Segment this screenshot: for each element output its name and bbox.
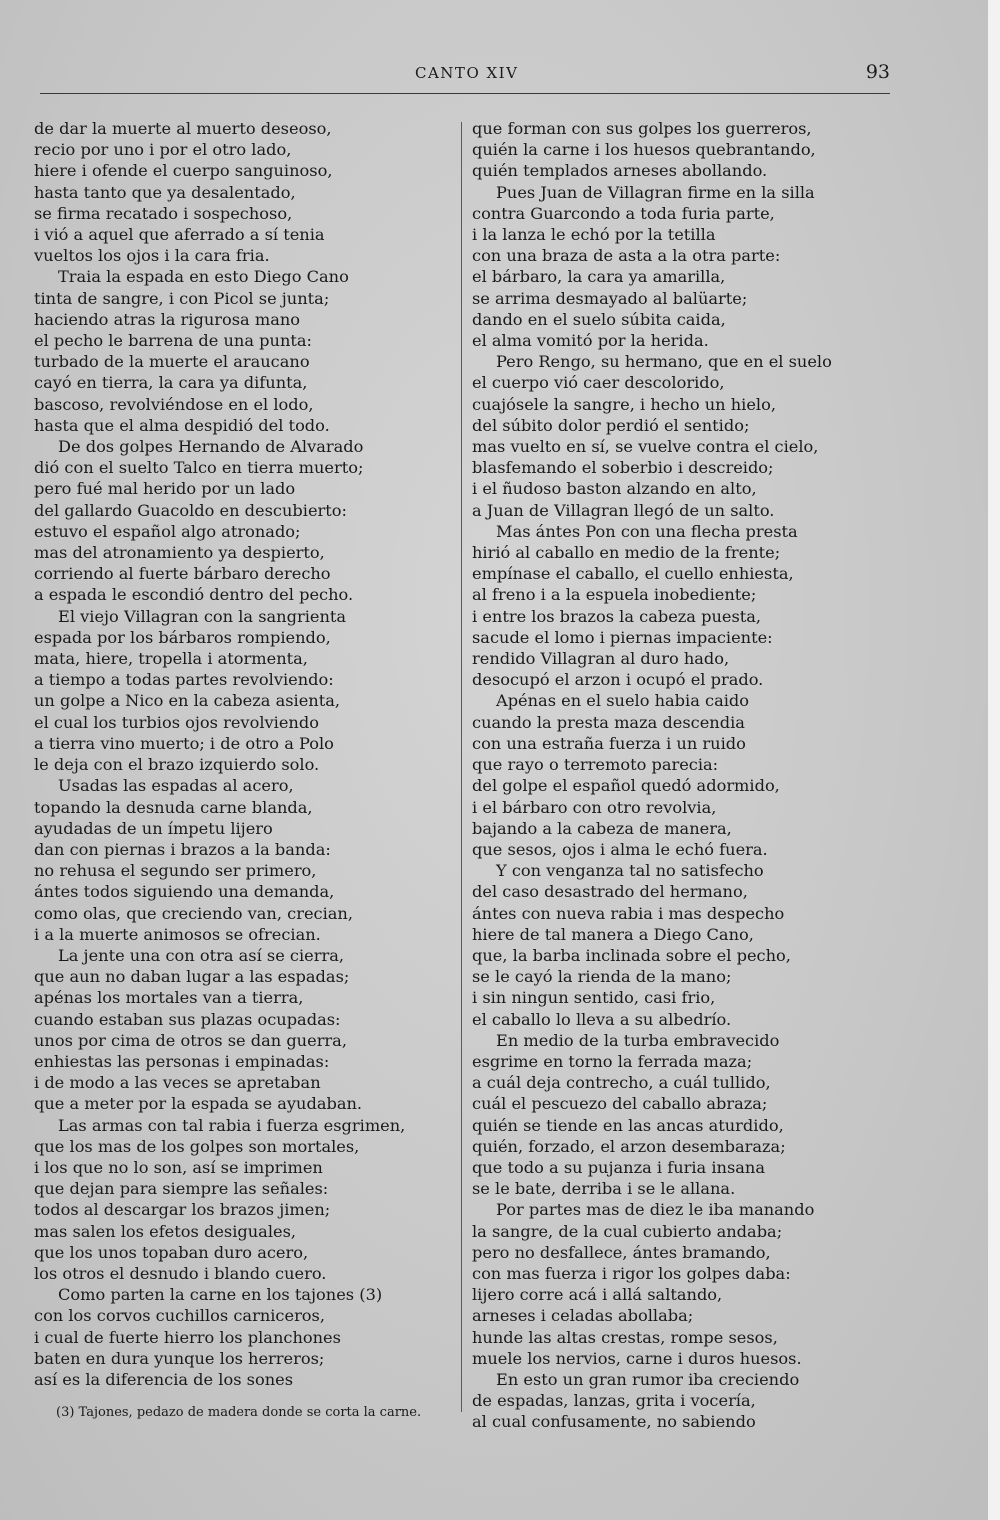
verse-line: Usadas las espadas al acero, bbox=[58, 776, 294, 796]
verse-line: hiere i ofende el cuerpo sanguinoso, bbox=[34, 161, 333, 181]
verse-line: del caso desastrado del hermano, bbox=[472, 882, 748, 902]
verse-line: ayudadas de un ímpetu lijero bbox=[34, 818, 273, 838]
verse-line: muele los nervios, carne i duros huesos. bbox=[472, 1348, 802, 1368]
verse-line: que a meter por la espada se ayudaban. bbox=[34, 1094, 363, 1114]
verse-line: que los mas de los golpes son mortales, bbox=[34, 1136, 360, 1156]
verse-line: dan con piernas i brazos a la banda: bbox=[34, 839, 331, 859]
verse-line: lijero corre acá i allá saltando, bbox=[472, 1285, 723, 1305]
verse-line: Y con venganza tal no satisfecho bbox=[496, 861, 764, 881]
verse-line: del golpe el español quedó adormido, bbox=[472, 776, 780, 796]
verse-line: i el ñudoso baston alzando en alto, bbox=[472, 479, 757, 499]
verse-line: El viejo Villagran con la sangrienta bbox=[58, 606, 347, 626]
verse-line: espada por los bárbaros rompiendo, bbox=[34, 627, 331, 647]
verse-line: que dejan para siempre las señales: bbox=[34, 1179, 329, 1199]
verse-line: corriendo al fuerte bárbaro derecho bbox=[34, 564, 331, 584]
chapter-title: CANTO XIV bbox=[415, 64, 519, 82]
verse-line: dando en el suelo súbita caida, bbox=[472, 309, 726, 329]
verse-line: Las armas con tal rabia i fuerza esgrimen, bbox=[58, 1115, 406, 1135]
verse-line: el alma vomitó por la herida. bbox=[472, 331, 709, 351]
verse-line: Pues Juan de Villagran firme en la silla bbox=[496, 182, 815, 202]
verse-line: quién la carne i los huesos quebrantando, bbox=[472, 140, 816, 160]
verse-line: enhiestas las personas i empinadas: bbox=[34, 1051, 330, 1071]
verse-line: que sesos, ojos i alma le echó fuera. bbox=[472, 839, 768, 859]
verse-line: ántes con nueva rabia i mas despecho bbox=[472, 903, 785, 923]
page-number: 93 bbox=[865, 61, 890, 83]
verse-line: i cual de fuerte hierro los planchones bbox=[34, 1327, 341, 1347]
verse-line: hunde las altas crestas, rompe sesos, bbox=[472, 1327, 778, 1347]
verse-line: hasta tanto que ya desalentado, bbox=[34, 182, 296, 202]
verse-line: Pero Rengo, su hermano, que en el suelo bbox=[496, 352, 832, 372]
verse-line: estuvo el español algo atronado; bbox=[34, 521, 301, 541]
verse-line: así es la diferencia de los sones bbox=[34, 1369, 294, 1389]
verse-line: topando la desnuda carne blanda, bbox=[34, 797, 313, 817]
verse-line: empínase el caballo, el cuello enhiesta, bbox=[472, 564, 794, 584]
verse-line: a espada le escondió dentro del pecho. bbox=[34, 585, 354, 605]
verse-line: recio por uno i por el otro lado, bbox=[34, 140, 292, 160]
verse-line: apénas los mortales van a tierra, bbox=[34, 988, 304, 1008]
verse-line: blasfemando el soberbio i descreido; bbox=[472, 458, 774, 478]
verse-line: la sangre, de la cual cubierto andaba; bbox=[472, 1221, 783, 1241]
verse-line: mata, hiere, tropella i atormenta, bbox=[34, 649, 308, 669]
verse-line: los otros el desnudo i blando cuero. bbox=[34, 1263, 327, 1283]
verse-line: cayó en tierra, la cara ya difunta, bbox=[34, 373, 308, 393]
verse-line: no rehusa el segundo ser primero, bbox=[34, 861, 317, 881]
verse-line: le deja con el brazo izquierdo solo. bbox=[34, 755, 320, 775]
verse-line: baten en dura yunque los herreros; bbox=[34, 1348, 325, 1368]
verse-line: tinta de sangre, i con Picol se junta; bbox=[34, 288, 330, 308]
verse-line: cuajósele la sangre, i hecho un hielo, bbox=[472, 394, 776, 414]
verse-line: con mas fuerza i rigor los golpes daba: bbox=[472, 1263, 791, 1283]
verse-line: quién templados arneses abollando. bbox=[472, 161, 768, 181]
verse-line: ántes todos siguiendo una demanda, bbox=[34, 882, 335, 902]
verse-line: turbado de la muerte el araucano bbox=[34, 352, 310, 372]
verse-line: quién se tiende en las ancas aturdido, bbox=[472, 1115, 784, 1135]
verse-line: bajando a la cabeza de manera, bbox=[472, 818, 732, 838]
verse-line: que los unos topaban duro acero, bbox=[34, 1242, 309, 1262]
verse-line: a tierra vino muerto; i de otro a Polo bbox=[34, 733, 334, 753]
verse-line: que forman con sus golpes los guerreros, bbox=[472, 119, 812, 138]
verse-line: de espadas, lanzas, grita i vocería, bbox=[472, 1391, 756, 1411]
verse-line: a cuál deja contrecho, a cuál tullido, bbox=[472, 1073, 771, 1093]
verse-line: a tiempo a todas partes revolviendo: bbox=[34, 670, 334, 690]
verse-line: el cuerpo vió caer descolorido, bbox=[472, 373, 725, 393]
verse-line: vueltos los ojos i la cara fria. bbox=[34, 246, 270, 266]
header-rule bbox=[40, 93, 890, 94]
verse-line: con una braza de asta a la otra parte: bbox=[472, 246, 781, 266]
verse-line: cuál el pescuezo del caballo abraza; bbox=[472, 1094, 768, 1114]
verse-line: hirió al caballo en medio de la frente; bbox=[472, 543, 781, 563]
verse-line: desocupó el arzon i ocupó el prado. bbox=[472, 670, 764, 690]
verse-line: del súbito dolor perdió el sentido; bbox=[472, 415, 750, 435]
left-column bbox=[34, 118, 454, 1390]
verse-line: el caballo lo lleva a su albedrío. bbox=[472, 1009, 732, 1029]
verse-line: hasta que el alma despidió del todo. bbox=[34, 415, 330, 435]
verse-line: bascoso, revolviéndose en el lodo, bbox=[34, 394, 314, 414]
verse-line: La jente una con otra así se cierra, bbox=[58, 945, 345, 965]
verse-line: mas vuelto en sí, se vuelve contra el cielo, bbox=[472, 437, 819, 457]
verse-line: de dar la muerte al muerto deseoso, bbox=[34, 119, 332, 138]
verse-line: un golpe a Nico en la cabeza asienta, bbox=[34, 691, 341, 711]
running-header bbox=[40, 61, 890, 92]
verse-line: contra Guarcondo a toda furia parte, bbox=[472, 203, 775, 223]
verse-line: Traia la espada en esto Diego Cano bbox=[58, 267, 349, 287]
verse-line: esgrime en torno la ferrada maza; bbox=[472, 1051, 753, 1071]
verse-line: mas salen los efetos desiguales, bbox=[34, 1221, 297, 1241]
verse-line: cuando estaban sus plazas ocupadas: bbox=[34, 1009, 341, 1029]
verse-line: i entre los brazos la cabeza puesta, bbox=[472, 606, 762, 626]
verse-line: pero no desfallece, ántes bramando, bbox=[472, 1242, 771, 1262]
verse-line: Como parten la carne en los tajones (3) bbox=[58, 1285, 383, 1305]
verse-line: que todo a su pujanza i furia insana bbox=[472, 1157, 765, 1177]
verse-line: i el bárbaro con otro revolvia, bbox=[472, 797, 717, 817]
verse-line: i los que no lo son, así se imprimen bbox=[34, 1157, 323, 1177]
verse-line: arneses i celadas abollaba; bbox=[472, 1306, 694, 1326]
footnote: (3) Tajones, pedazo de madera donde se corta la carne. bbox=[56, 1405, 422, 1420]
verse-line: se arrima desmayado al balüarte; bbox=[472, 288, 748, 308]
verse-line: con los corvos cuchillos carniceros, bbox=[34, 1306, 326, 1326]
verse-line: que rayo o terremoto parecia: bbox=[472, 755, 719, 775]
verse-line: rendido Villagran al duro hado, bbox=[472, 649, 730, 669]
verse-line: pero fué mal herido por un lado bbox=[34, 479, 296, 499]
verse-line: al freno i a la espuela inobediente; bbox=[472, 585, 757, 605]
verse-line: se firma recatado i sospechoso, bbox=[34, 203, 293, 223]
verse-line: En esto un gran rumor iba creciendo bbox=[496, 1369, 800, 1389]
verse-line: i sin ningun sentido, casi frio, bbox=[472, 988, 716, 1008]
column-divider bbox=[461, 122, 462, 1412]
right-column bbox=[472, 118, 892, 1433]
verse-line: todos al descargar los brazos jimen; bbox=[34, 1200, 331, 1220]
verse-line: dió con el suelto Talco en tierra muerto; bbox=[34, 458, 364, 478]
verse-line: haciendo atras la rigurosa mano bbox=[34, 309, 301, 329]
verse-line: del gallardo Guacoldo en descubierto: bbox=[34, 500, 347, 520]
verse-line: al cual confusamente, no sabiendo bbox=[472, 1412, 756, 1432]
verse-line: Por partes mas de diez le iba manando bbox=[496, 1200, 815, 1220]
verse-line: a Juan de Villagran llegó de un salto. bbox=[472, 500, 775, 520]
verse-line: i la lanza le echó por la tetilla bbox=[472, 225, 716, 245]
verse-line: En medio de la turba embravecido bbox=[496, 1030, 780, 1050]
verse-line: unos por cima de otros se dan guerra, bbox=[34, 1030, 347, 1050]
verse-line: i a la muerte animosos se ofrecian. bbox=[34, 924, 321, 944]
verse-line: hiere de tal manera a Diego Cano, bbox=[472, 924, 754, 944]
verse-line: el cual los turbios ojos revolviendo bbox=[34, 712, 319, 732]
verse-line: cuando la presta maza descendia bbox=[472, 712, 745, 732]
verse-line: i vió a aquel que aferrado a sí tenia bbox=[34, 225, 325, 245]
page-edge bbox=[988, 0, 1000, 1520]
verse-line: que aun no daban lugar a las espadas; bbox=[34, 967, 350, 987]
verse-line: Apénas en el suelo habia caido bbox=[496, 691, 750, 711]
verse-line: que, la barba inclinada sobre el pecho, bbox=[472, 945, 791, 965]
verse-line: como olas, que creciendo van, crecian, bbox=[34, 903, 353, 923]
verse-line: el pecho le barrena de una punta: bbox=[34, 331, 312, 351]
verse-line: se le bate, derriba i se le allana. bbox=[472, 1179, 736, 1199]
verse-line: con una estraña fuerza i un ruido bbox=[472, 733, 746, 753]
verse-line: i de modo a las veces se apretaban bbox=[34, 1073, 321, 1093]
verse-line: De dos golpes Hernando de Alvarado bbox=[58, 437, 364, 457]
verse-line: sacude el lomo i piernas impaciente: bbox=[472, 627, 773, 647]
verse-line: se le cayó la rienda de la mano; bbox=[472, 967, 732, 987]
verse-line: Mas ántes Pon con una flecha presta bbox=[496, 521, 798, 541]
verse-line: mas del atronamiento ya despierto, bbox=[34, 543, 325, 563]
verse-line: el bárbaro, la cara ya amarilla, bbox=[472, 267, 726, 287]
verse-line: quién, forzado, el arzon desembaraza; bbox=[472, 1136, 786, 1156]
